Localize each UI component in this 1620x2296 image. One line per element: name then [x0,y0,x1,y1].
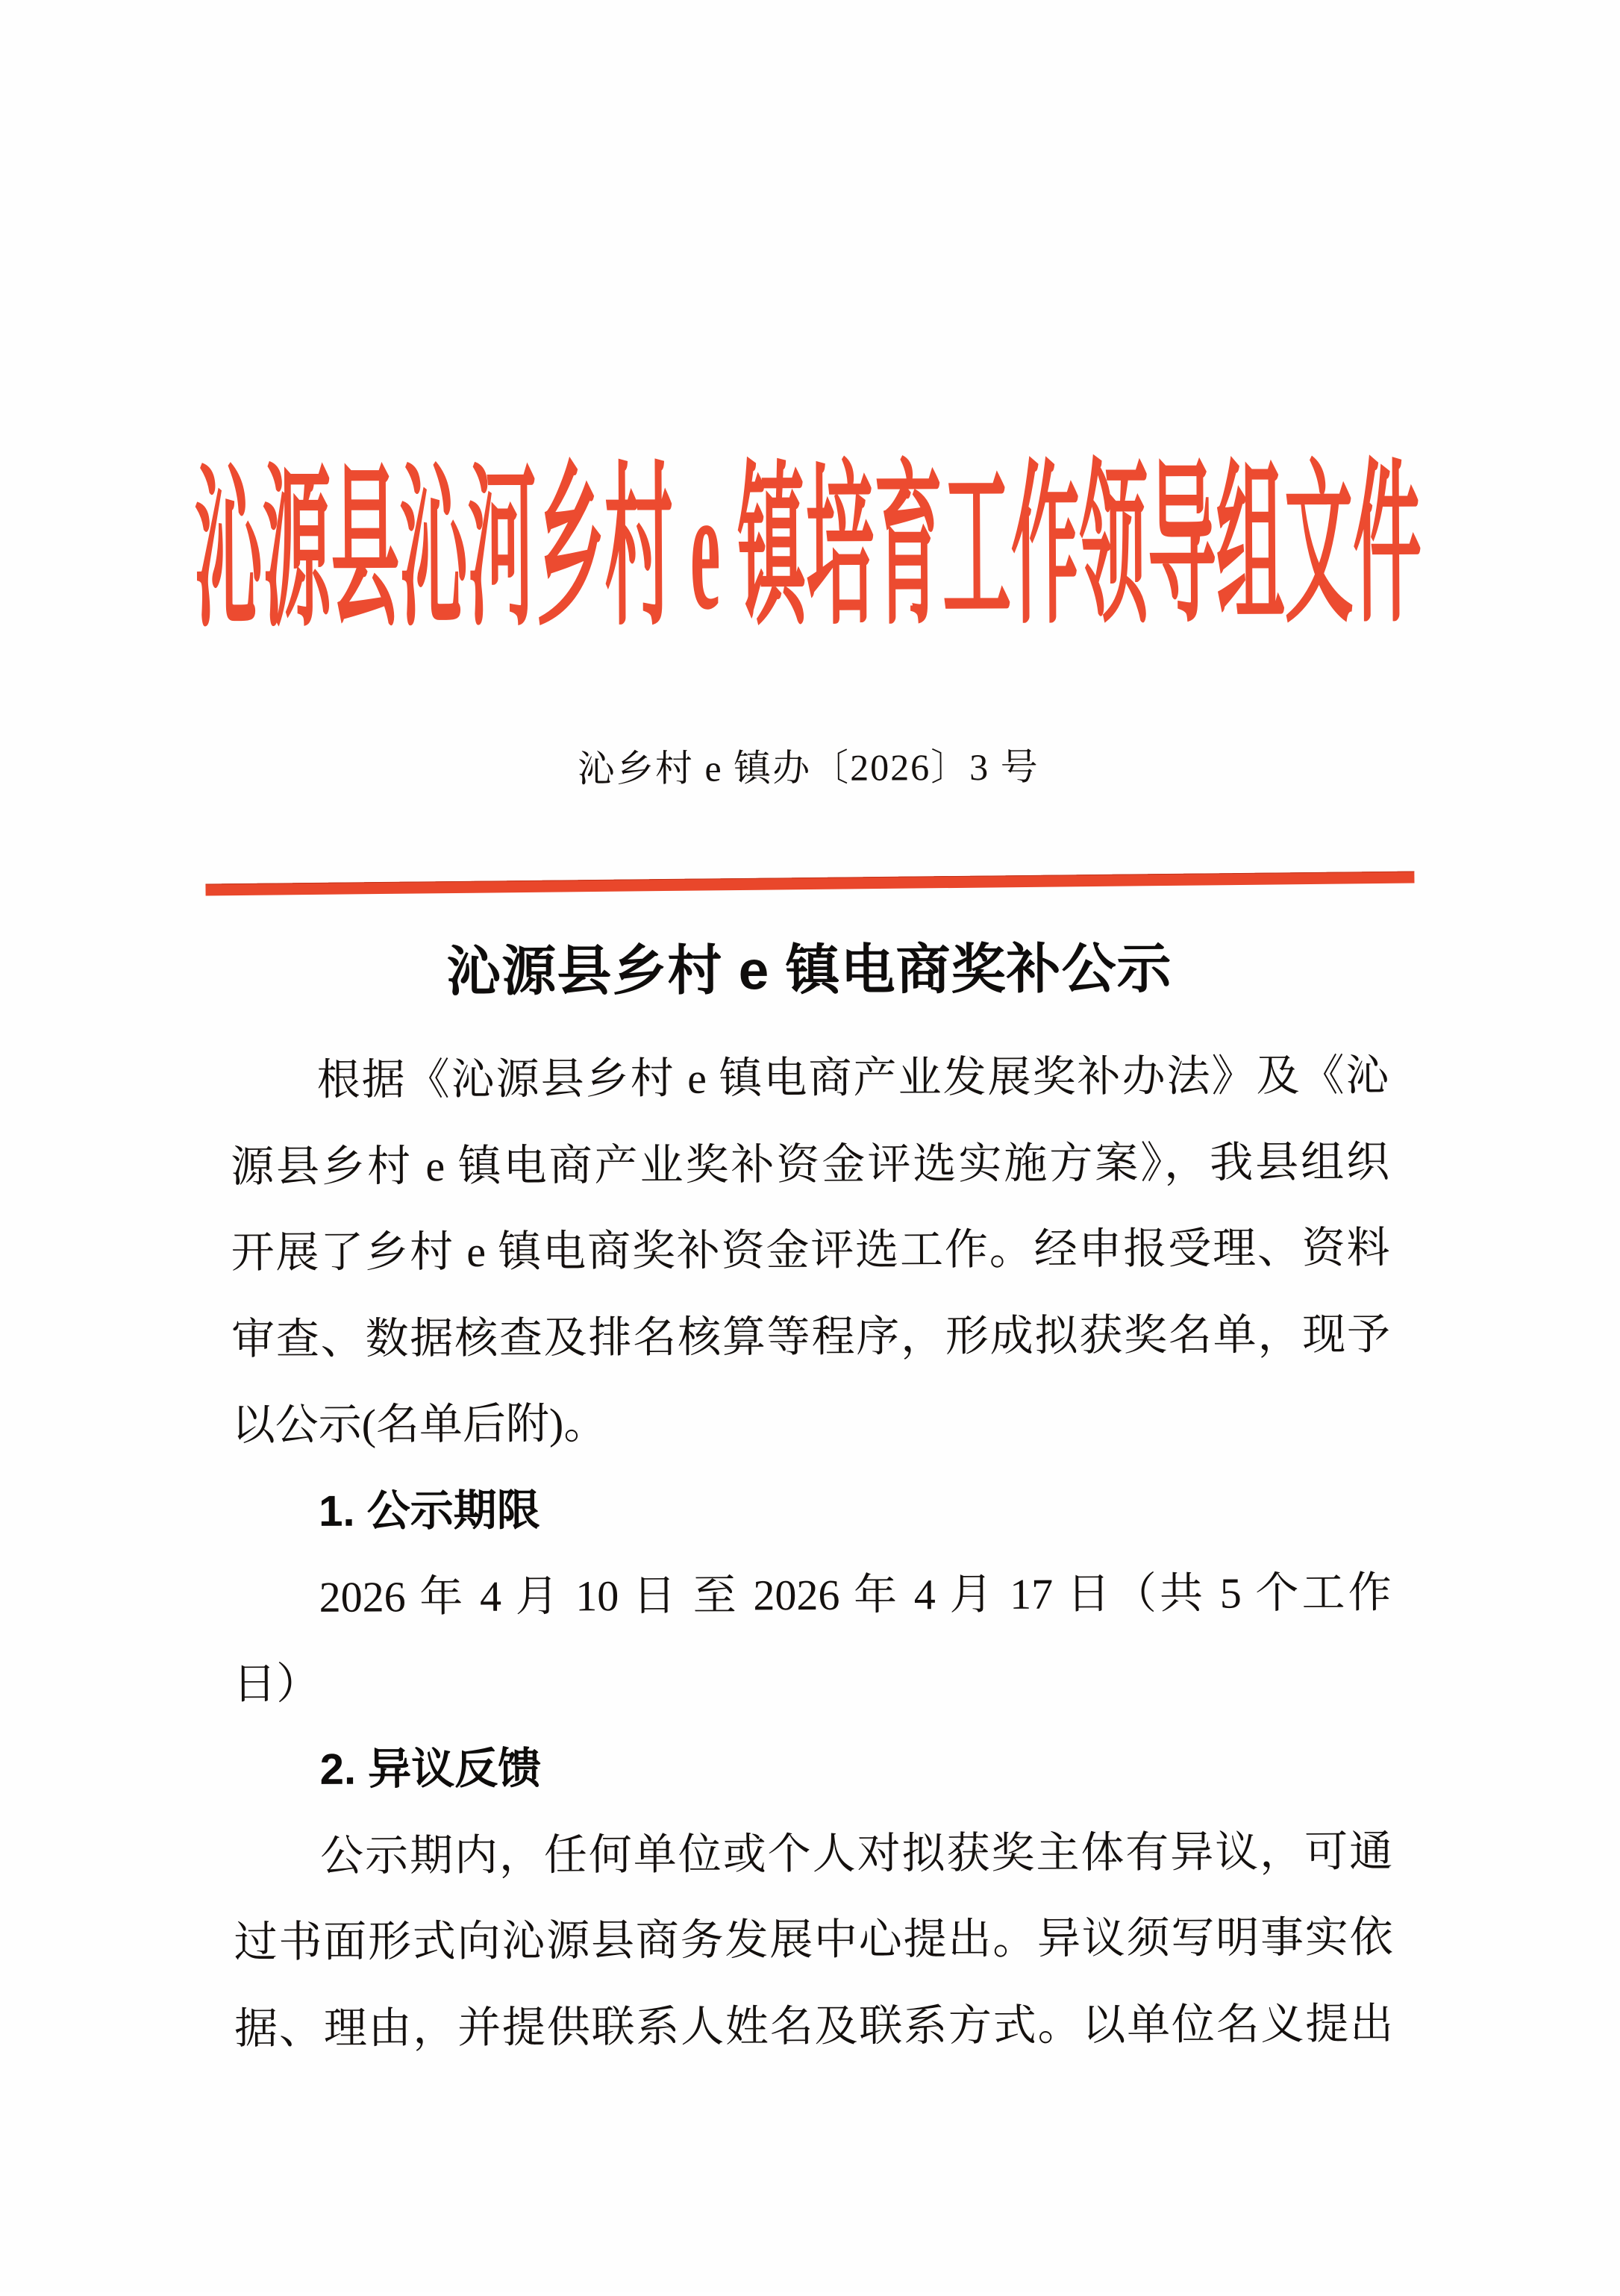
body-line: 2026 年 4 月 10 日 至 2026 年 4 月 17 日（共 5 个工作 [319,1568,1392,1621]
body-line: 根据《沁源县乡村 e 镇电商产业发展奖补办法》及《沁 [316,1051,1389,1104]
document-number: 沁乡村 e 镇办〔2026〕3 号 [577,745,1039,790]
red-masthead [0,450,1618,652]
body-line: 源县乡村 e 镇电商产业奖补资金评选实施方案》，我县组织 [230,1137,1390,1191]
body-line: 日） [232,1659,320,1708]
body-line: 公示期内，任何单位或个人对拟获奖主体有异议，可通 [320,1827,1393,1880]
red-divider-line [205,872,1414,896]
body-line: 据、理由，并提供联系人姓名及联系方式。以单位名义提出 [234,1999,1394,2053]
document-body [230,1033,1393,2072]
body-line: 审查、数据核查及排名核算等程序，形成拟获奖名单，现予 [231,1310,1391,1363]
masthead-org-title: 沁源县沁河乡村 e 镇培育工作领导组文件 [193,448,1422,648]
body-line: 以公示(名单后附)。 [231,1399,607,1450]
document-title: 沁源县乡村 e 镇电商奖补公示 [446,938,1172,1003]
section-heading-publicity-period: 1. 公示期限 [318,1486,540,1536]
section-heading-objection-feedback: 2. 异议反馈 [319,1744,542,1794]
body-line: 开展了乡村 e 镇电商奖补资金评选工作。经申报受理、资料 [231,1223,1390,1277]
body-line: 过书面形式向沁源县商务发展中心提出。异议须写明事实依 [234,1912,1393,1967]
